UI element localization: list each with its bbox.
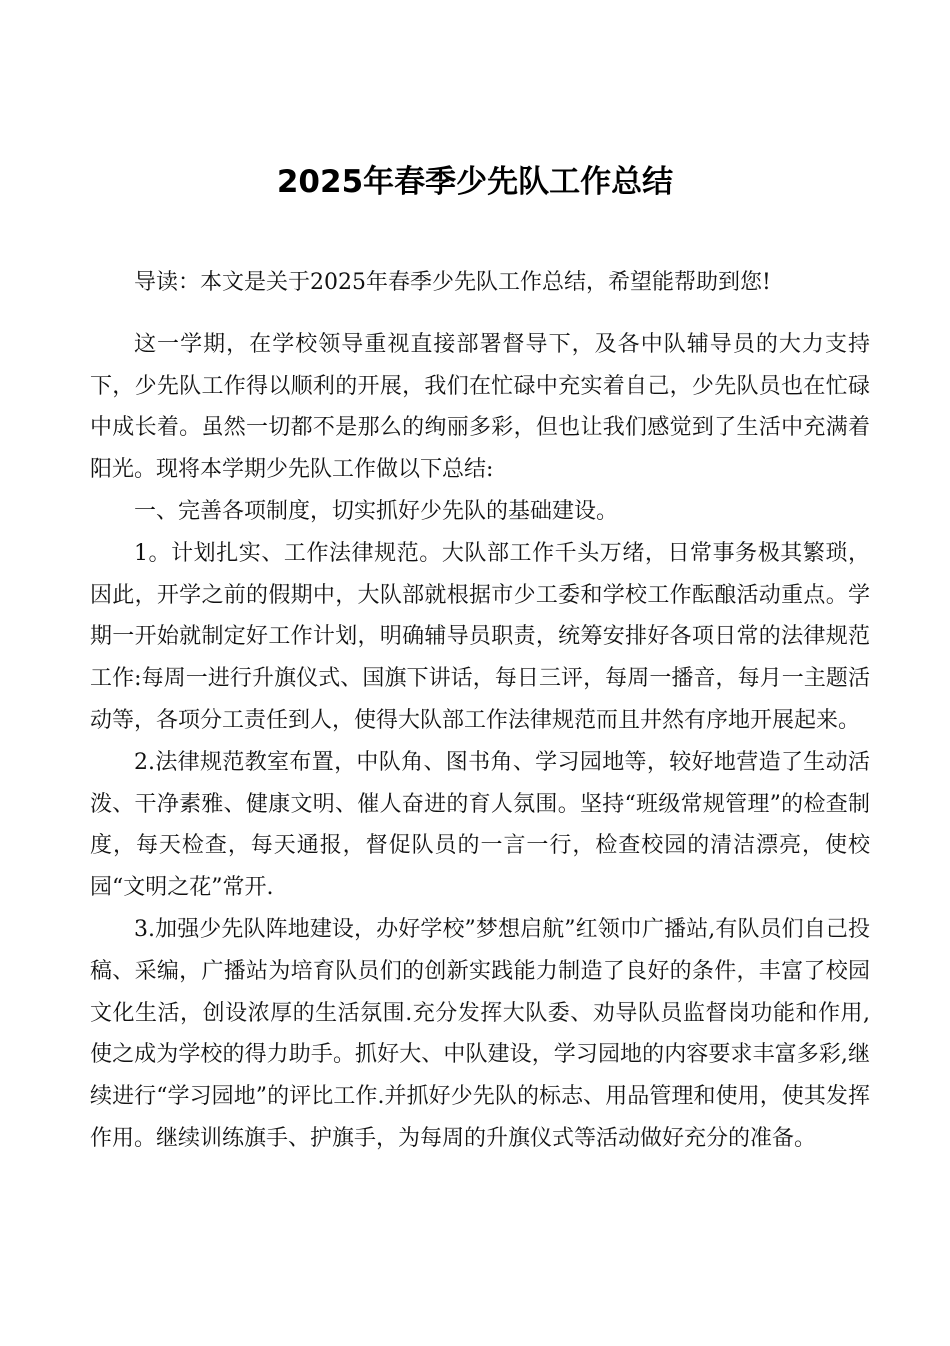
intro-paragraph: 导读：本文是关于2025年春季少先队工作总结，希望能帮助到您! <box>134 270 771 295</box>
body-paragraph: 1。计划扎实、工作法律规范。大队部工作千头万绪，日常事务极其繁琐，因此，开学之前的假期中，大队部就根据市少工委和学校工作酝酿活动重点。学期一开始就制定好工作计划，明确辅导员职责，统筹安排好各项日常的法律规范工作:每周一进行升旗仪式、国旗下讲话，每日三评，每周一播音，每月一主题活动等，各项分工责任到人，使得大队部工作法律规范而且井然有序地开展起来。 <box>90 540 870 733</box>
body-paragraph: 2.法律规范教室布置，中队角、图书角、学习园地等，较好地营造了生动活泼、干净素雅、健康文明、催人奋进的育人氛围。坚持“班级常规管理”的检查制度，每天检查，每天通报，督促队员的一言一行，检查校园的清洁漂亮，使校园“文明之花”常开. <box>90 749 870 901</box>
document-title: 2025年春季少先队工作总结 <box>276 164 674 200</box>
document-body <box>90 262 870 1160</box>
body-paragraph: 3.加强少先队阵地建设，办好学校”梦想启航”红领巾广播站,有队员们自己投稿、采编，广播站为培育队员们的创新实践能力制造了良好的条件，丰富了校园文化生活，创设浓厚的生活氛围.充分发挥大队委、劝导队员监督岗功能和作用,使之成为学校的得力助手。抓好大、中队建设，学习园地的内容要求丰富多彩,继续进行“学习园地”的评比工作.并抓好少先队的标志、用品管理和使用，使其发挥作用。继续训练旗手、护旗手，为每周的升旗仪式等活动做好充分的准备。 <box>90 916 870 1151</box>
body-paragraph: 这一学期，在学校领导重视直接部署督导下，及各中队辅导员的大力支持下，少先队工作得以顺利的开展，我们在忙碌中充实着自己，少先队员也在忙碌中成长着。虽然一切都不是那么的绚丽多彩，但也让我们感觉到了生活中充满着阳光。现将本学期少先队工作做以下总结: <box>90 331 870 483</box>
section-heading: 一、完善各项制度，切实抓好少先队的基础建设。 <box>134 498 619 524</box>
